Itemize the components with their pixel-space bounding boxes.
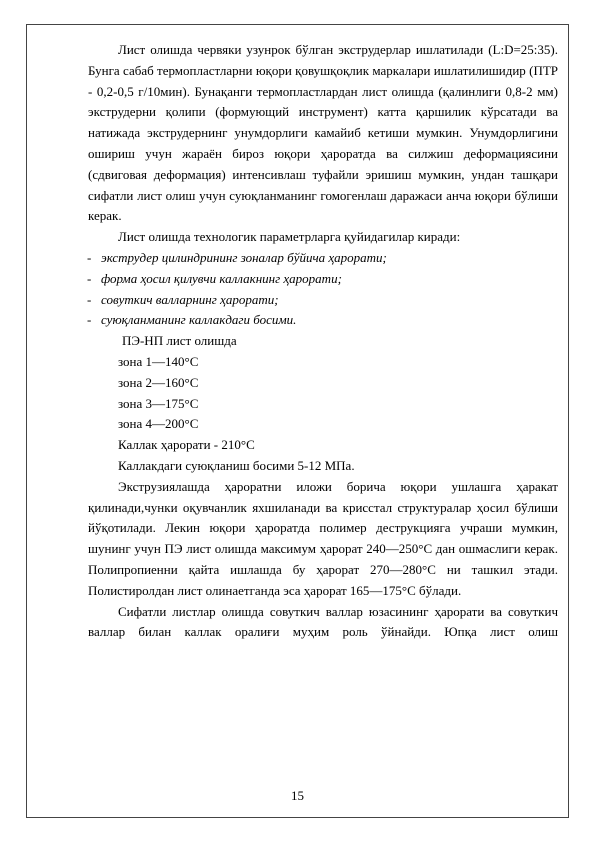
- head-pressure: Каллакдаги суюқланиш босими 5-12 МПа.: [118, 457, 355, 473]
- list-item-text: суюқланманинг каллакдаги босими.: [101, 312, 297, 328]
- zone-line: зона 4—200°С: [118, 416, 199, 432]
- list-item-text: экструдер цилиндрининг зоналар бўйича ҳарорати;: [101, 249, 387, 265]
- zone-line: зона 2—160°С: [118, 374, 199, 390]
- paragraph-params-intro: Лист олишда технологик параметрларга қуйидагилар киради:: [118, 229, 461, 245]
- list-dash: -: [87, 270, 92, 286]
- list-dash: -: [87, 291, 92, 307]
- head-temperature: Каллак ҳарорати - 210°С: [118, 437, 255, 453]
- paragraph-extrusion: Экструзиялашда ҳароратни иложи борича юқори ушлашга ҳаракат қилинади,чунки оқувчанлик яхшиланади ва крисстал структуралар ҳосил бўлиши йўқотилади. Лекин юқори ҳароратда полимер деструкцияга учраши мумкин, шунинг учун ПЭ лист олишда максимум ҳарорат 240—250°С дан ошмаслиги керак. Полипропиенни қайта ишлашда бу ҳарорат 270—280°С ни ташкил этади. Полистиролдан лист олинаетганда эса ҳарорат 165—175°С бўлади.: [88, 478, 558, 598]
- list-item: [88, 290, 558, 311]
- list-item-text: совуткич валларнинг ҳарорати;: [101, 291, 279, 307]
- params-title: ПЭ-НП лист олишда: [122, 333, 237, 349]
- zone-line: зона 1—140°С: [118, 353, 199, 369]
- page-number: 15: [291, 788, 304, 803]
- list-dash: -: [87, 312, 92, 328]
- list-item: [88, 269, 558, 290]
- list-item: [88, 310, 558, 331]
- paragraph-cooling: Сифатли листлар олишда совуткич валлар юзасининг ҳарорати ва совуткич валлар билан каллак оралиғи муҳим роль ўйнайди. Юпқа лист олиш: [88, 603, 558, 640]
- list-item-text: форма ҳосил қилувчи каллакнинг ҳарорати;: [101, 270, 342, 286]
- list-dash: -: [87, 249, 92, 265]
- list-item: [88, 248, 558, 269]
- paragraph-intro: Лист олишда червяки узунрок бўлган экструдерлар ишлатилади (L:D=25:35). Бунга сабаб термопластларни юқори қовушқоқлик маркалари ишлатилишидир (ПТР - 0,2-0,5 г/10мин). Бунақанги термопластлардан лист олишда (қалинлиги 0,8-2 мм) экструдерни қолипи (формующий инструмент) катта қаршилик кўрсатади ва натижада экструдернинг унумдорлиги камайиб кетиши мумкин. Унумдорлигини ошириш учун жараён бироз юқори ҳароратда ва силжиш деформациясини (сдвиговая деформация) интенсивлаш туфайли эришиш мумкин, ундан ташқари сифатли лист олиш учун суюқланманинг гомогенлаш даражаси анча юқори бўлиши керак.: [88, 42, 558, 224]
- page-content: [88, 40, 558, 643]
- zone-line: зона 3—175°С: [118, 395, 199, 411]
- parameter-list: [88, 248, 558, 331]
